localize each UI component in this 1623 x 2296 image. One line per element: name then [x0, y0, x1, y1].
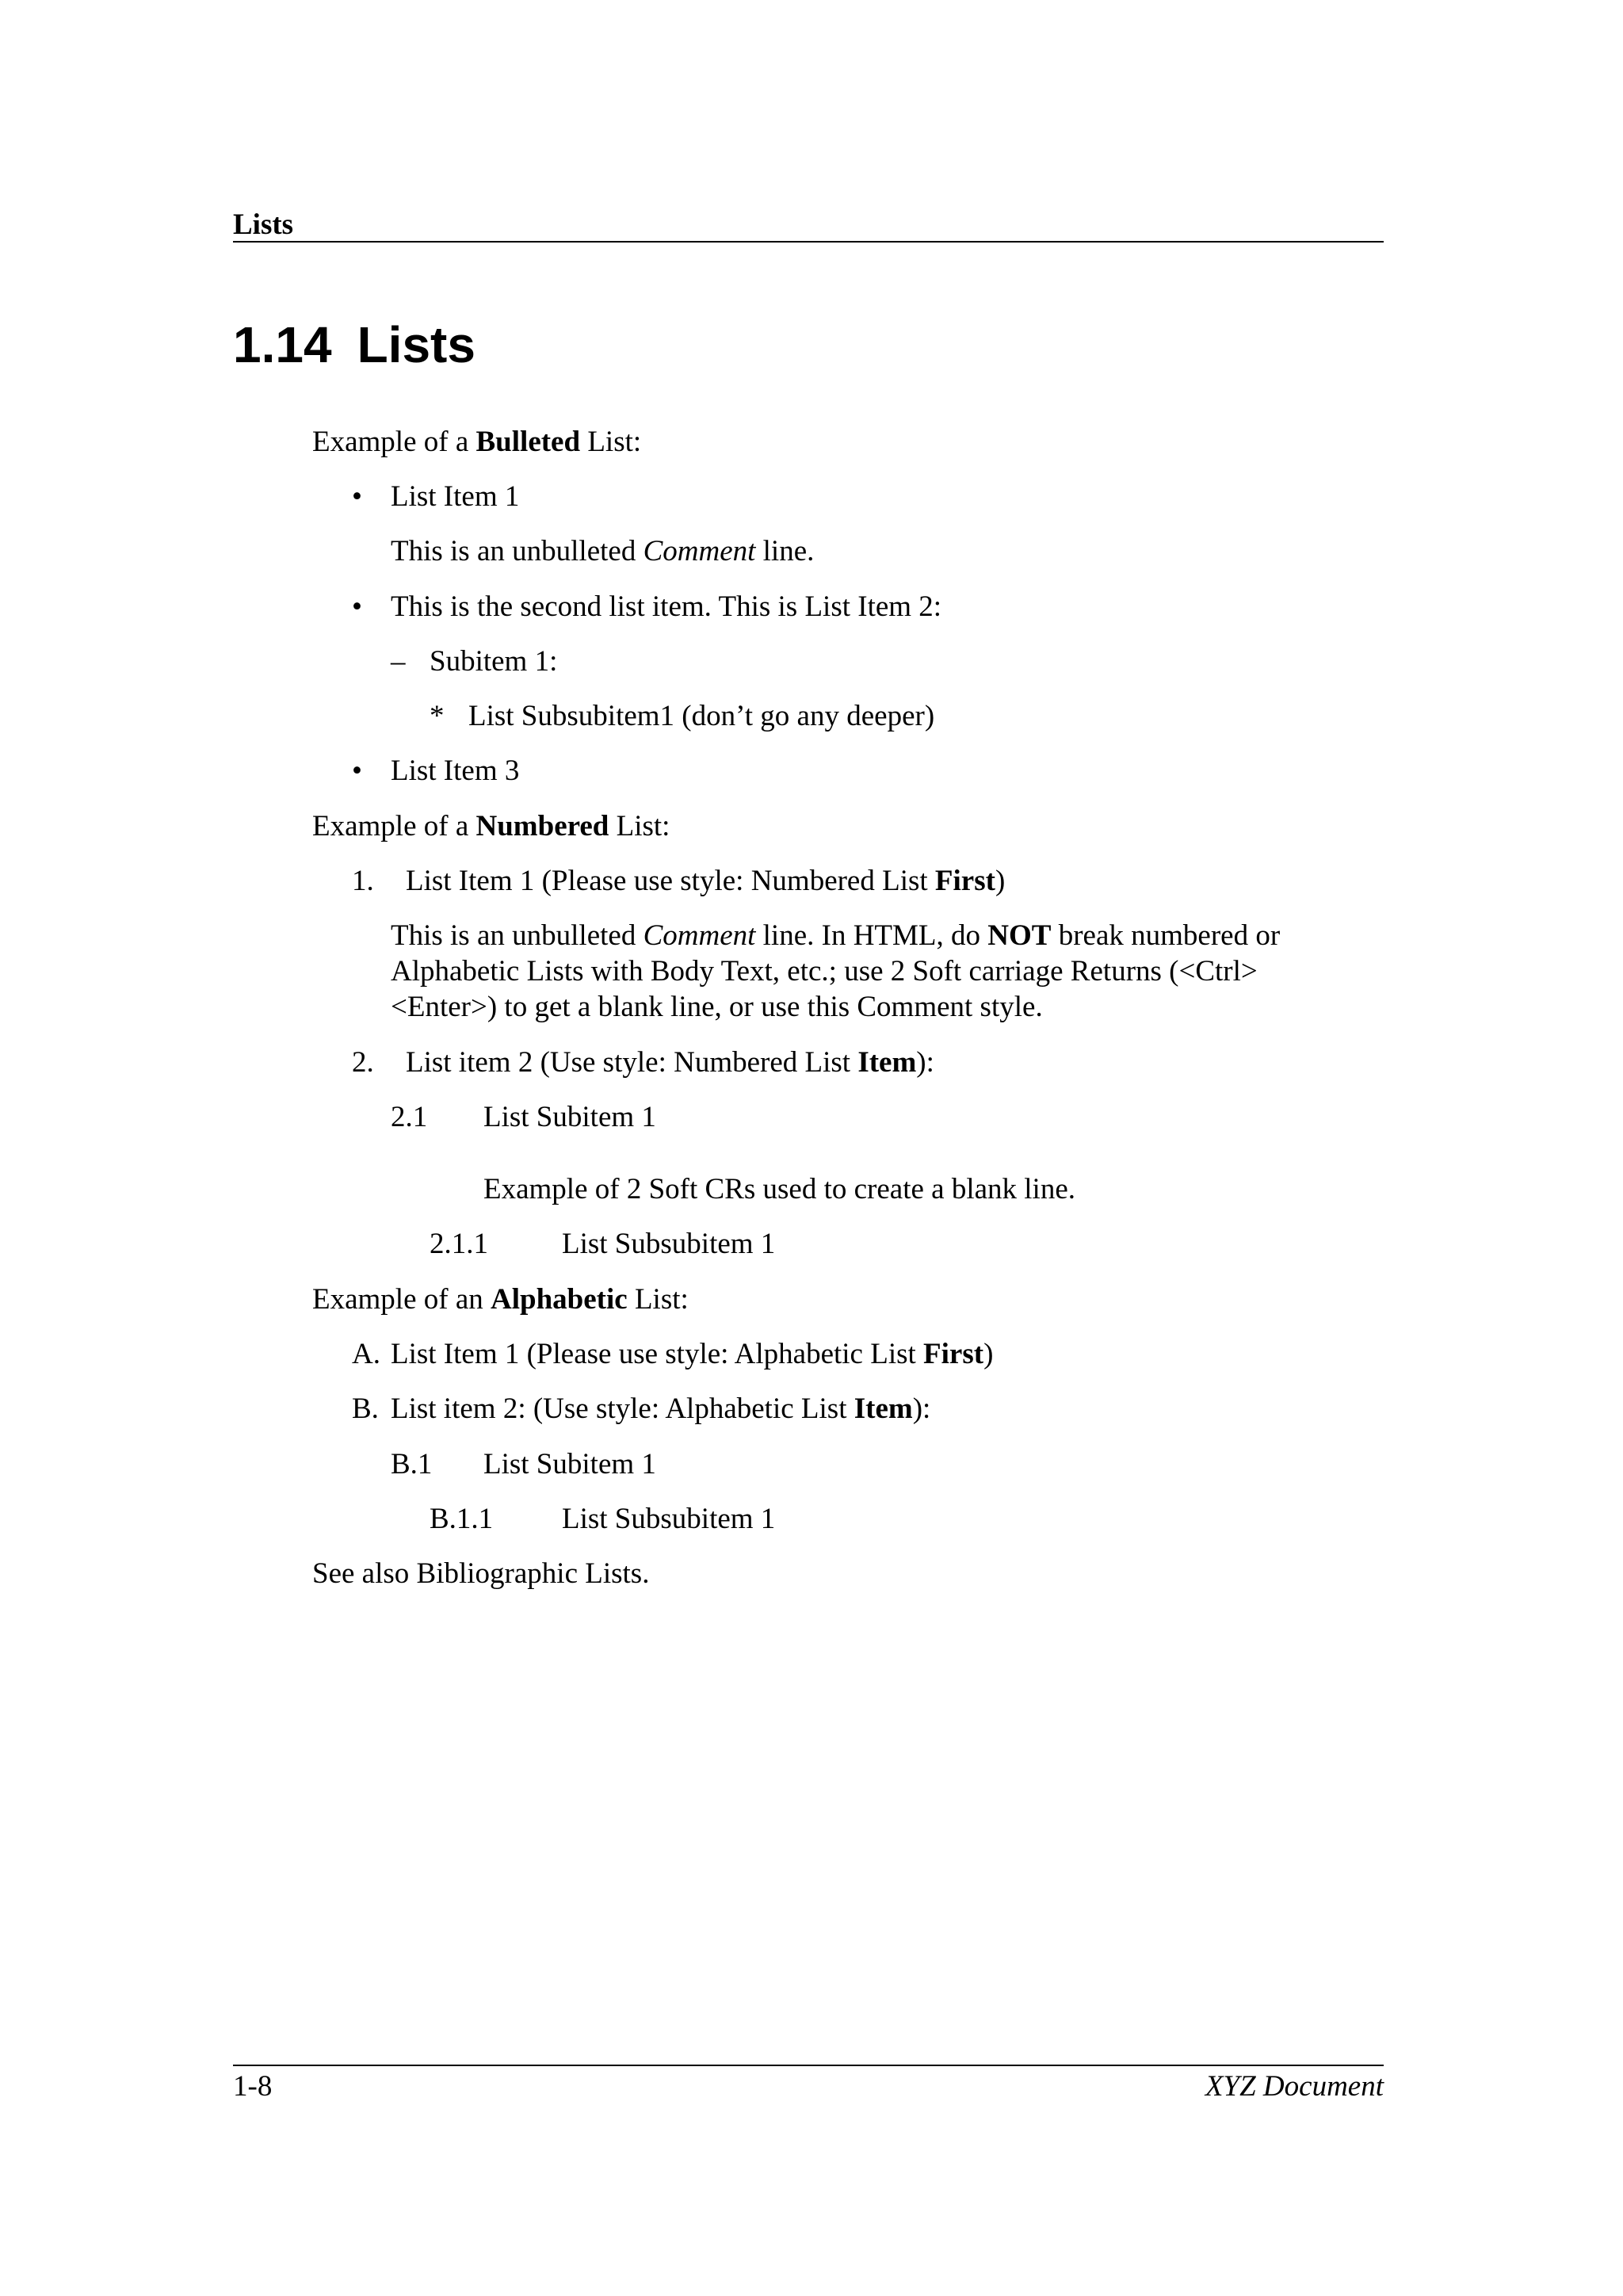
list-letter: B.: [352, 1392, 379, 1425]
list-item-text: List Subitem 1: [483, 1448, 656, 1480]
intro-bold: Numbered: [475, 810, 609, 842]
item-text: List item 2: (Use style: Alphabetic List: [391, 1392, 854, 1425]
intro-text: Example of a: [312, 810, 476, 842]
list-item-text: [406, 1045, 934, 1080]
bullet-marker: •: [352, 590, 362, 623]
comment-text: This is an unbulleted: [391, 535, 643, 567]
list-item-text: [406, 863, 1005, 899]
bullet-marker: •: [352, 755, 362, 787]
item-bold: First: [934, 865, 995, 897]
document-name: XYZ Document: [1205, 2070, 1384, 2103]
item-text: ):: [912, 1392, 931, 1425]
item-text: ): [983, 1338, 994, 1370]
running-footer: [233, 2065, 1384, 2106]
bulleted-intro: [312, 424, 641, 460]
comment-line: [391, 533, 814, 569]
item-text: ): [995, 865, 1006, 897]
list-number: 2.1.1: [430, 1228, 488, 1260]
item-text: List item 2 (Use style: Numbered List: [406, 1046, 858, 1079]
item-text: ):: [916, 1046, 934, 1079]
list-number: 1.: [352, 865, 374, 897]
header-title: Lists: [233, 208, 294, 241]
item-bold: Item: [854, 1392, 913, 1425]
numbered-intro: [312, 808, 670, 844]
list-letter: B.1: [391, 1448, 433, 1480]
item-bold: Item: [857, 1046, 917, 1079]
intro-text: Example of a: [312, 426, 476, 458]
list-item-text: This is the second list item. This is List Item 2:: [391, 590, 942, 623]
running-header: [233, 204, 1384, 243]
item-text: List Item 1 (Please use style: Alphabetic List: [391, 1338, 924, 1370]
star-marker: *: [430, 700, 445, 732]
list-item-text: List Subitem 1: [483, 1101, 656, 1133]
comment-italic: Comment: [643, 919, 756, 952]
comment-italic: Comment: [643, 535, 756, 567]
list-item-text: [391, 1391, 930, 1427]
bullet-marker: •: [352, 480, 362, 513]
section-number: 1.14: [233, 316, 332, 373]
section-heading: [233, 315, 475, 374]
list-item-text: List Subsubitem 1: [562, 1503, 776, 1535]
soft-cr-example: Example of 2 Soft CRs used to create a blank line.: [483, 1173, 1076, 1205]
comment-text: break numbered or Alphabetic Lists with Body Text, etc.; use 2 Soft carriage Returns (<Ctrl><Enter>) to get a blank line, or use this Comment style.: [391, 919, 1281, 1023]
item-text: List Item 1 (Please use style: Numbered List: [406, 865, 935, 897]
section-title: Lists: [357, 316, 475, 373]
page-number: 1-8: [233, 2070, 273, 2103]
list-item-text: List Item 3: [391, 755, 520, 787]
list-number: 2.: [352, 1046, 374, 1079]
dash-marker: –: [391, 645, 406, 678]
comment-text: This is an unbulleted: [391, 919, 643, 952]
see-also: See also Bibliographic Lists.: [312, 1557, 650, 1590]
list-number: 2.1: [391, 1101, 428, 1133]
list-item-text: Subitem 1:: [430, 645, 558, 678]
item-bold: First: [923, 1338, 984, 1370]
comment-bold: NOT: [987, 919, 1052, 952]
list-item-text: List Subsubitem 1: [562, 1228, 776, 1260]
alphabetic-intro: [312, 1282, 689, 1317]
comment-text: line.: [755, 535, 815, 567]
intro-text: List:: [609, 810, 670, 842]
comment-text: line. In HTML, do: [755, 919, 988, 952]
list-letter: A.: [352, 1338, 380, 1370]
list-item-text: List Item 1: [391, 480, 520, 513]
list-letter: B.1.1: [430, 1503, 494, 1535]
intro-bold: Alphabetic: [491, 1283, 628, 1316]
intro-text: List:: [627, 1283, 689, 1316]
intro-text: List:: [580, 426, 642, 458]
intro-bold: Bulleted: [475, 426, 581, 458]
intro-text: Example of an: [312, 1283, 491, 1316]
list-item-text: [391, 1336, 993, 1372]
comment-paragraph: [391, 918, 1358, 1025]
list-item-text: List Subsubitem1 (don’t go any deeper): [468, 700, 935, 732]
